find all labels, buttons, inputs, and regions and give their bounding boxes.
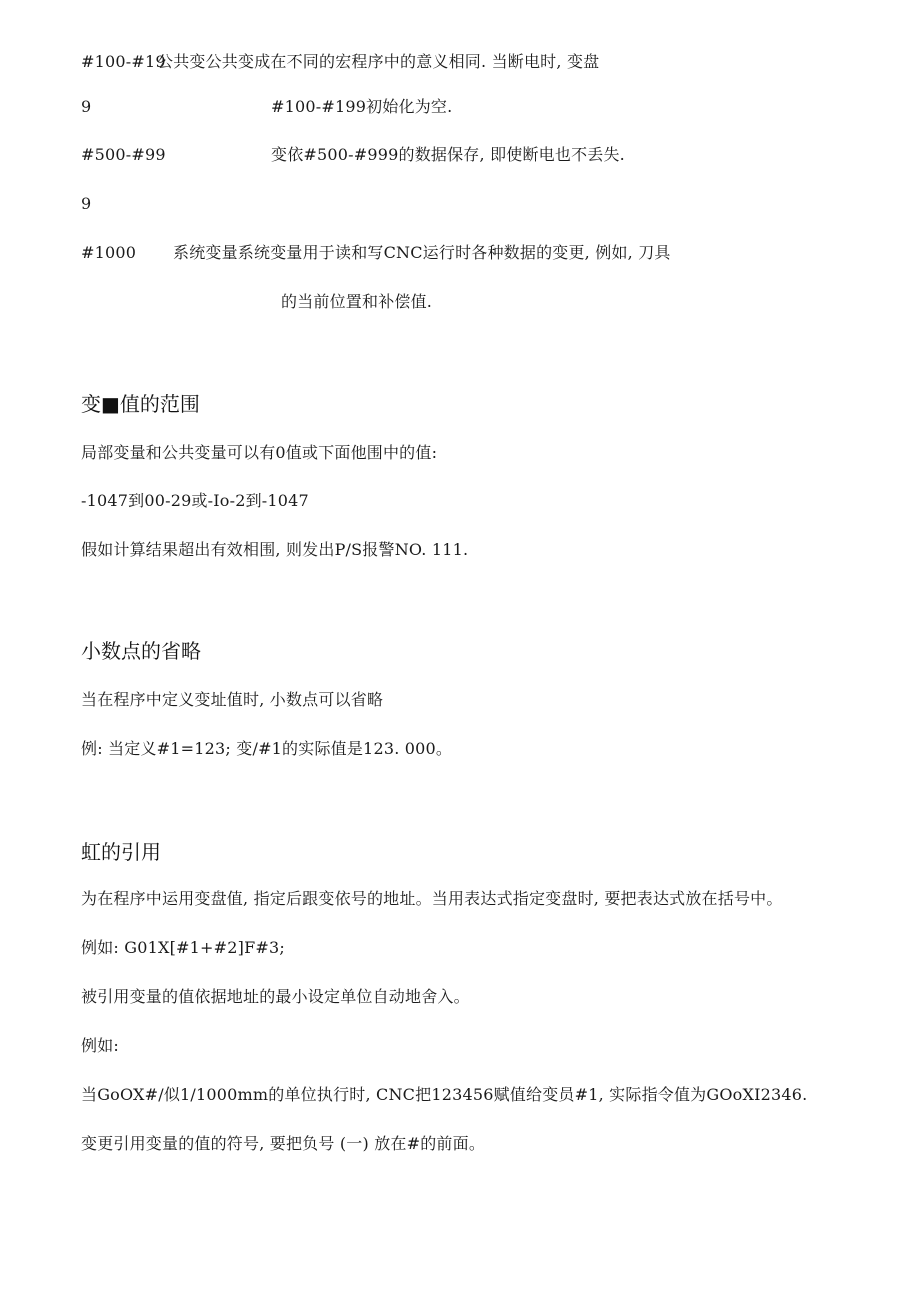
section-heading-range: 变■值的范围 bbox=[81, 392, 200, 416]
table-row2-description: #100-#199初始化为空. bbox=[271, 97, 453, 116]
section-heading-decimal: 小数点的省略 bbox=[81, 639, 201, 663]
paragraph-reference-1: 为在程序中运用变盘值, 指定后跟变依号的地址。当用表达式指定变盘时, 要把表达式放在括号中。 bbox=[81, 889, 783, 908]
paragraph-range-1: 局部变量和公共变量可以有0值或下面他围中的值: bbox=[81, 443, 438, 462]
paragraph-reference-3: 被引用变量的值依据地址的最小设定单位自动地舍入。 bbox=[81, 987, 470, 1006]
paragraph-reference-5: 当GoOX#/似1/1000mm的单位执行时, CNC把123456赋值给变员#1, 实际指令值为GOoXI2346. bbox=[81, 1085, 808, 1104]
table-row3-description: 变依#500-#999的数据保存, 即使断电也不丢失. bbox=[271, 145, 625, 164]
table-row4-range: 9 bbox=[81, 194, 92, 213]
table-row1-range: #100-#19 bbox=[81, 52, 166, 71]
table-row3-range: #500-#99 bbox=[81, 145, 166, 164]
paragraph-reference-2: 例如: G01X[#1+#2]F#3; bbox=[81, 938, 285, 957]
paragraph-range-3: 假如计算结果超出有效相围, 则发出P/S报警NO. 111. bbox=[81, 540, 469, 559]
table-row2-range: 9 bbox=[81, 97, 92, 116]
table-row1-description: 公共变公共变成在不同的宏程序中的意义相同. 当断电时, 变盘 bbox=[157, 52, 600, 71]
table-row5-range: #1000 bbox=[81, 243, 137, 262]
paragraph-reference-6: 变更引用变量的值的符号, 要把负号 (一) 放在#的前面。 bbox=[81, 1134, 486, 1153]
paragraph-decimal-1: 当在程序中定义变址值时, 小数点可以省略 bbox=[81, 690, 384, 709]
paragraph-range-2: -1047到00-29或-Io-2到-1047 bbox=[81, 491, 309, 510]
table-row5-description: 系统变量系统变量用于读和写CNC运行时各种数据的变更, 例如, 刀具 bbox=[173, 243, 671, 262]
paragraph-reference-4: 例如: bbox=[81, 1036, 119, 1055]
paragraph-decimal-2: 例: 当定义#1=123; 变/#1的实际值是123. 000。 bbox=[81, 739, 453, 758]
section-heading-reference: 虹的引用 bbox=[81, 840, 161, 864]
table-row5-description-continued: 的当前位置和补偿值. bbox=[281, 292, 433, 311]
